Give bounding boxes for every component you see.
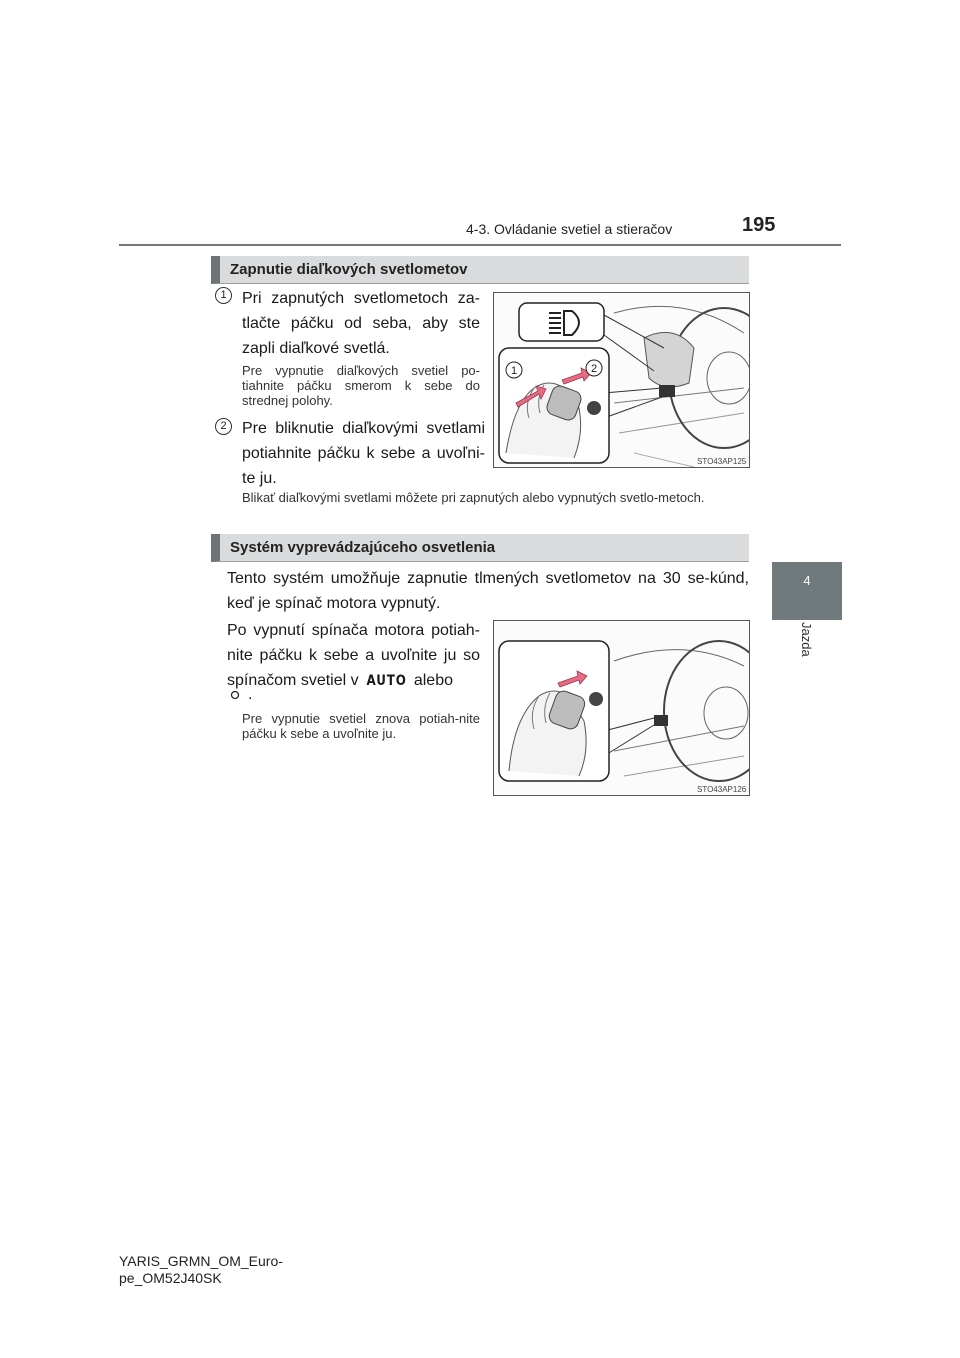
figure-follow-me-home-drawing — [494, 621, 749, 795]
figure-code-1: STO43AP125 — [697, 457, 747, 466]
figure-code-2: STO43AP126 — [697, 785, 747, 794]
page-number: 195 — [742, 214, 776, 236]
figure-follow-me-home-lever — [493, 620, 750, 796]
chapter-tab — [772, 562, 842, 620]
footer-line-1: YARIS_GRMN_OM_Euro- — [119, 1253, 283, 1269]
step1-text: Pri zapnutých svetlometoch za-tlačte páčku od seba, aby ste zapli diaľkové svetlá. — [242, 290, 480, 357]
auto-symbol-icon: AUTO — [366, 673, 407, 689]
small-light-icon — [230, 683, 240, 693]
chapter-label-text: Jazda — [799, 622, 814, 657]
section-heading-follow-me-home: Systém vyprevádzajúceho osvetlenia — [211, 534, 749, 562]
section2-paragraph-alebo: alebo — [413, 672, 453, 689]
footer-doc-id — [119, 1253, 283, 1287]
step1-note: Pre vypnutie diaľkových svetiel po-tiahnite páčku smerom k sebe do strednej polohy. — [242, 363, 480, 408]
step-number-2: 2 — [215, 418, 232, 435]
section2-paragraph-text: Po vypnutí spínača motora potiah-nite páčku k sebe a uvoľnite ju so spínačom svetiel v — [227, 622, 480, 689]
section2-period: . — [248, 686, 253, 703]
step2-text: Pre bliknutie diaľkovými svetlami potiahnite páčku k sebe a uvoľni-te ju. — [242, 420, 485, 487]
footer-line-2: pe_OM52J40SK — [119, 1270, 222, 1286]
section2-note: Pre vypnutie svetiel znova potiah-nite páčku k sebe a uvoľnite ju. — [242, 711, 480, 741]
section2-paragraph-end — [230, 682, 290, 707]
section-heading-high-beams: Zapnutie diaľkových svetlometov — [211, 256, 749, 284]
figure-callout-2: 2 — [590, 363, 598, 375]
figure-high-beam-drawing — [494, 293, 749, 467]
figure-high-beam-lever — [493, 292, 750, 468]
step-number-1: 1 — [215, 287, 232, 304]
section2-intro: Tento systém umožňuje zapnutie tlmených svetlometov na 30 se-kúnd, keď je spínač motora vypnutý. — [227, 570, 749, 612]
chapter-number: 4 — [803, 573, 811, 588]
header-rule — [119, 244, 841, 246]
figure-callout-1: 1 — [510, 365, 518, 377]
chapter-label — [796, 622, 818, 702]
running-header: 4-3. Ovládanie svetiel a stieračov — [466, 221, 673, 237]
section1-note: Blikať diaľkovými svetlami môžete pri zapnutých alebo vypnutých svetlo-metoch. — [242, 490, 705, 505]
